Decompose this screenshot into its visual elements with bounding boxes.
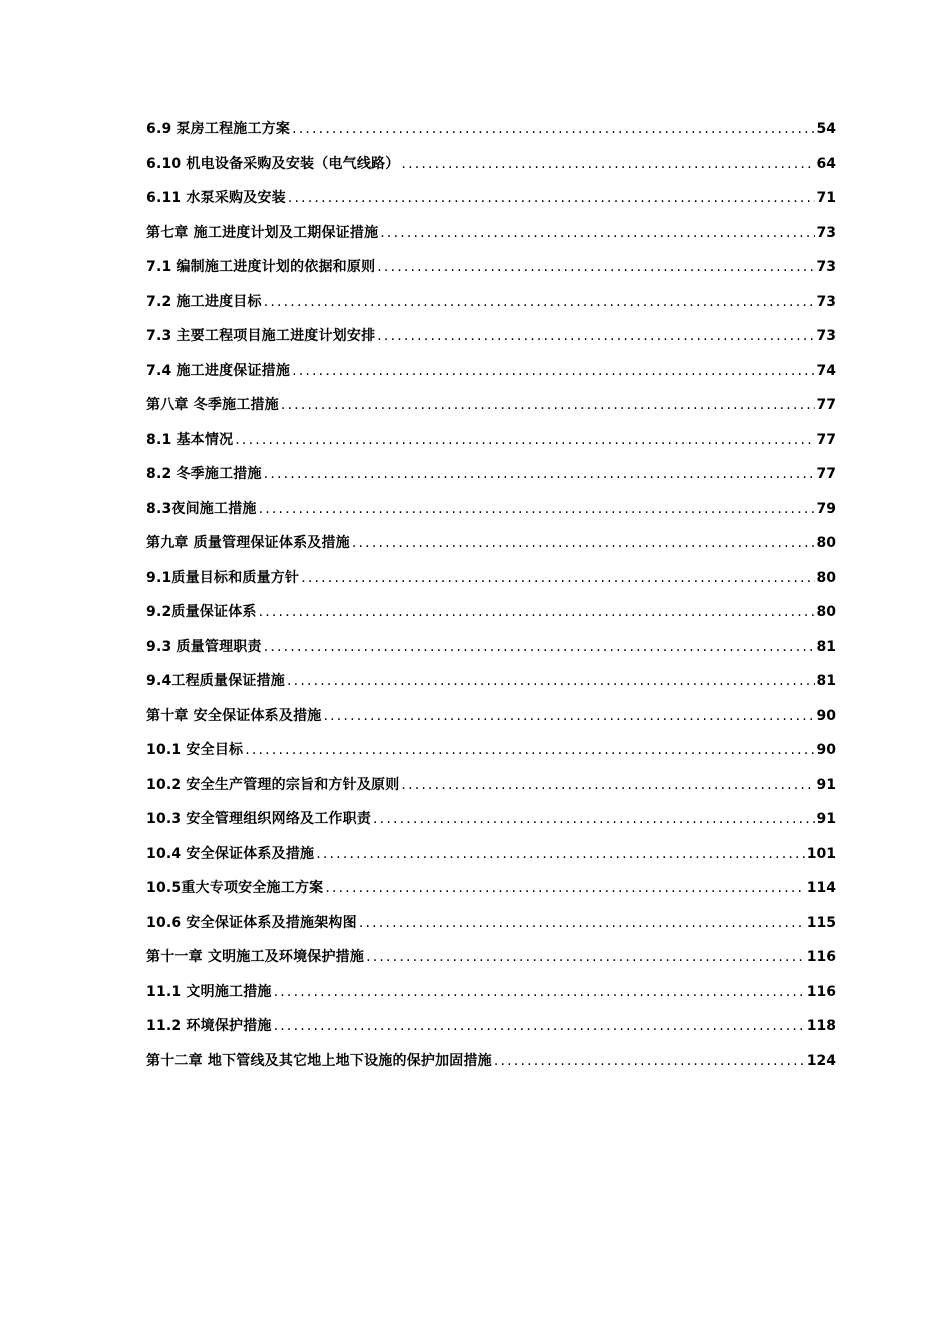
- toc-entry-title: 10.3 安全管理组织网络及工作职责: [146, 811, 372, 827]
- toc-entry-page: 124: [806, 1052, 836, 1069]
- toc-dot-leader: [359, 915, 805, 931]
- toc-entry-title: 7.2 施工进度目标: [146, 293, 262, 310]
- toc-entry-page: 77: [816, 466, 836, 482]
- toc-entry[interactable]: [146, 1050, 836, 1085]
- toc-entry-page: 77: [816, 397, 836, 413]
- toc-entry[interactable]: [146, 670, 836, 705]
- toc-dot-leader: [292, 363, 814, 379]
- toc-entry-page: 91: [816, 776, 836, 793]
- toc-entry[interactable]: [146, 808, 836, 843]
- toc-entry[interactable]: [146, 394, 836, 429]
- toc-entry-title: 6.11 水泵采购及安装: [146, 190, 286, 206]
- toc-entry[interactable]: [146, 429, 836, 464]
- toc-dot-leader: [325, 880, 804, 896]
- toc-entry[interactable]: [146, 739, 836, 774]
- toc-entry-title: 第十章 安全保证体系及措施: [146, 707, 322, 724]
- toc-entry[interactable]: [146, 1015, 836, 1050]
- toc-entry-title: 10.2 安全生产管理的宗旨和方针及原则: [146, 776, 400, 793]
- toc-entry-title: 7.3 主要工程项目施工进度计划安排: [146, 328, 376, 344]
- toc-entry[interactable]: [146, 705, 836, 740]
- toc-entry[interactable]: [146, 291, 836, 326]
- toc-entry-title: 10.1 安全目标: [146, 742, 244, 758]
- toc-entry-page: 73: [816, 224, 836, 241]
- toc-dot-leader: [288, 190, 815, 206]
- toc-dot-leader: [301, 570, 814, 586]
- toc-entry[interactable]: [146, 532, 836, 567]
- toc-dot-leader: [401, 156, 814, 172]
- toc-entry-page: 101: [806, 845, 836, 862]
- toc-dot-leader: [274, 984, 805, 1000]
- toc-entry-page: 91: [816, 811, 836, 827]
- toc-entry[interactable]: [146, 153, 836, 188]
- toc-entry-page: 81: [816, 638, 836, 655]
- toc-entry[interactable]: [146, 843, 836, 878]
- table-of-contents: [146, 118, 836, 1084]
- toc-dot-leader: [377, 259, 814, 275]
- toc-entry-page: 80: [816, 569, 836, 586]
- toc-entry-page: 118: [806, 1018, 836, 1034]
- toc-entry-title: 11.1 文明施工措施: [146, 983, 272, 1000]
- toc-dot-leader: [401, 777, 814, 793]
- toc-entry-title: 第七章 施工进度计划及工期保证措施: [146, 224, 379, 241]
- toc-entry-title: 7.1 编制施工进度计划的依据和原则: [146, 259, 376, 275]
- toc-entry-page: 115: [806, 914, 836, 931]
- toc-entry-title: 8.2 冬季施工措施: [146, 466, 262, 482]
- toc-entry-title: 10.6 安全保证体系及措施架构图: [146, 914, 357, 931]
- toc-entry-page: 116: [806, 949, 836, 965]
- toc-entry[interactable]: [146, 981, 836, 1016]
- toc-entry-title: 7.4 施工进度保证措施: [146, 362, 291, 379]
- toc-dot-leader: [287, 673, 815, 689]
- toc-dot-leader: [264, 466, 815, 482]
- toc-entry-page: 90: [816, 742, 836, 758]
- toc-entry-page: 73: [816, 259, 836, 275]
- toc-entry-title: 9.4工程质量保证措施: [146, 673, 286, 689]
- toc-entry[interactable]: [146, 774, 836, 809]
- toc-entry-title: 8.1 基本情况: [146, 431, 234, 448]
- toc-entry-page: 114: [806, 880, 836, 896]
- toc-entry[interactable]: [146, 360, 836, 395]
- toc-entry-title: 9.2质量保证体系: [146, 604, 257, 620]
- toc-entry-page: 64: [816, 155, 836, 172]
- toc-entry[interactable]: [146, 118, 836, 153]
- toc-entry-title: 第九章 质量管理保证体系及措施: [146, 535, 350, 551]
- toc-entry[interactable]: [146, 601, 836, 636]
- toc-entry-title: 10.5重大专项安全施工方案: [146, 880, 324, 896]
- toc-entry[interactable]: [146, 877, 836, 912]
- toc-dot-leader: [366, 949, 805, 965]
- toc-entry-title: 第十一章 文明施工及环境保护措施: [146, 949, 365, 965]
- toc-entry[interactable]: [146, 222, 836, 257]
- toc-dot-leader: [316, 846, 805, 862]
- toc-entry-title: 9.3 质量管理职责: [146, 638, 262, 655]
- toc-dot-leader: [380, 225, 814, 241]
- toc-entry-page: 90: [816, 707, 836, 724]
- toc-entry[interactable]: [146, 567, 836, 602]
- toc-dot-leader: [373, 811, 815, 827]
- toc-dot-leader: [323, 708, 814, 724]
- toc-dot-leader: [264, 294, 815, 310]
- toc-entry-page: 81: [816, 673, 836, 689]
- toc-dot-leader: [281, 397, 815, 413]
- toc-dot-leader: [259, 604, 815, 620]
- toc-entry[interactable]: [146, 912, 836, 947]
- toc-entry-page: 79: [816, 500, 836, 517]
- toc-entry[interactable]: [146, 498, 836, 533]
- toc-entry-title: 10.4 安全保证体系及措施: [146, 845, 315, 862]
- toc-entry-title: 11.2 环境保护措施: [146, 1018, 272, 1034]
- toc-dot-leader: [352, 535, 815, 551]
- toc-dot-leader: [292, 121, 814, 137]
- toc-dot-leader: [245, 742, 814, 758]
- toc-entry-page: 54: [816, 121, 836, 137]
- toc-entry[interactable]: [146, 636, 836, 671]
- toc-entry-page: 77: [816, 431, 836, 448]
- toc-dot-leader: [264, 639, 815, 655]
- toc-entry-title: 8.3夜间施工措施: [146, 500, 257, 517]
- toc-entry[interactable]: [146, 256, 836, 291]
- toc-entry-title: 6.10 机电设备采购及安装（电气线路）: [146, 155, 400, 172]
- toc-entry-page: 74: [816, 362, 836, 379]
- toc-entry[interactable]: [146, 946, 836, 981]
- toc-entry-title: 第八章 冬季施工措施: [146, 397, 279, 413]
- toc-entry-page: 73: [816, 328, 836, 344]
- toc-dot-leader: [377, 328, 814, 344]
- toc-entry-page: 80: [816, 535, 836, 551]
- toc-dot-leader: [259, 501, 815, 517]
- toc-dot-leader: [274, 1018, 805, 1034]
- toc-dot-leader: [235, 432, 814, 448]
- toc-entry-title: 9.1质量目标和质量方针: [146, 569, 300, 586]
- toc-dot-leader: [494, 1053, 805, 1069]
- toc-entry[interactable]: [146, 187, 836, 222]
- toc-entry-page: 71: [816, 190, 836, 206]
- toc-entry-title: 第十二章 地下管线及其它地上地下设施的保护加固措施: [146, 1052, 492, 1069]
- toc-entry-title: 6.9 泵房工程施工方案: [146, 121, 291, 137]
- toc-entry[interactable]: [146, 463, 836, 498]
- toc-entry-page: 80: [816, 604, 836, 620]
- toc-entry-page: 73: [816, 293, 836, 310]
- toc-entry-page: 116: [806, 983, 836, 1000]
- toc-entry[interactable]: [146, 325, 836, 360]
